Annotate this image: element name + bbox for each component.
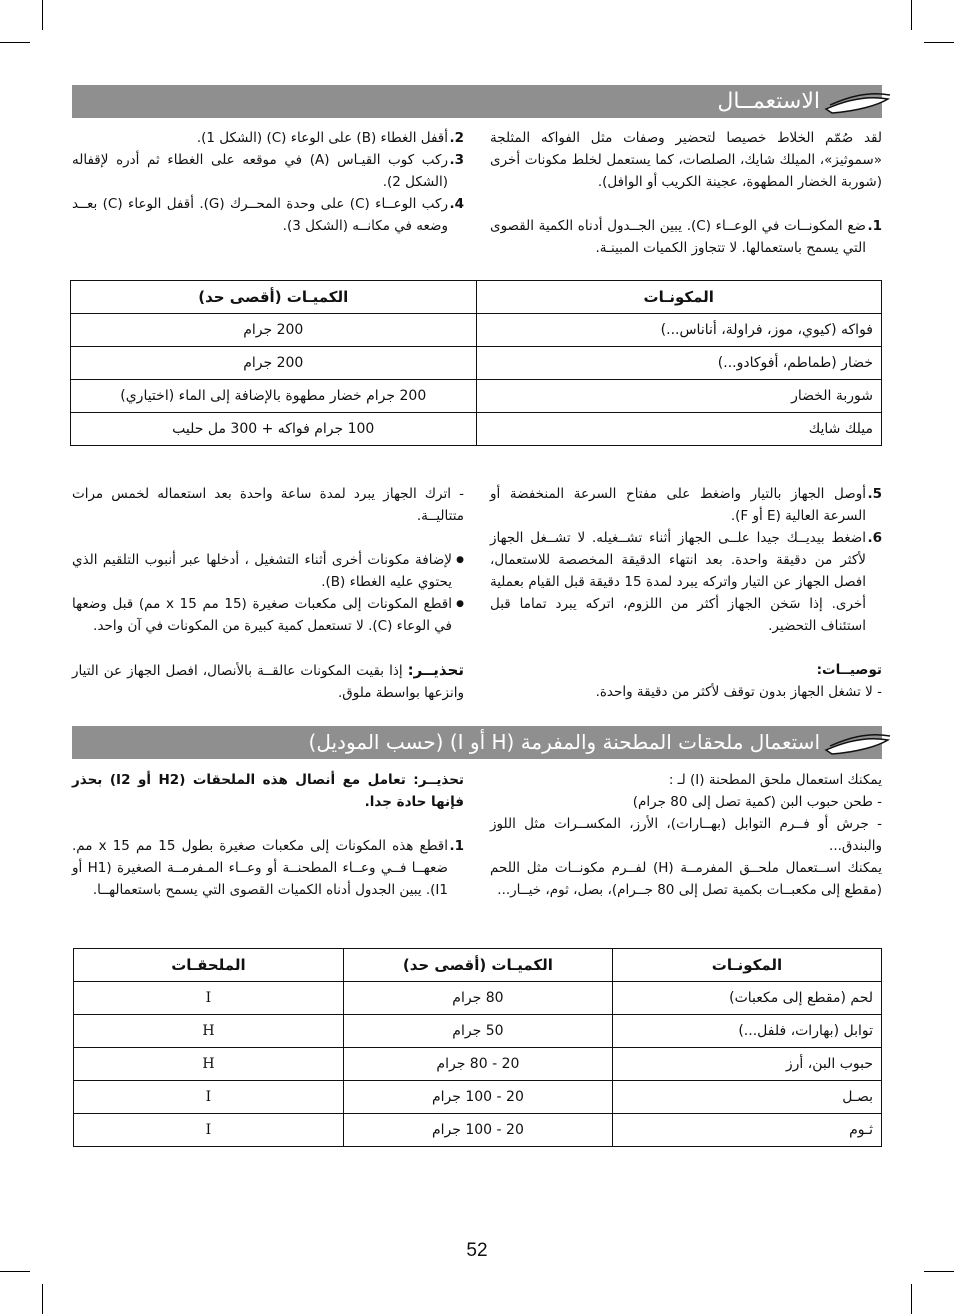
section-header-usage bbox=[72, 85, 882, 118]
step-number: 2. bbox=[449, 130, 464, 146]
table-cell: 20 - 80 جرام bbox=[343, 1048, 612, 1081]
bullet-item: ● لإضافة مكونات أخرى أثناء التشغيل ، أدخلها عبر أنبوب التلقيم الذي يحتوي عليه الغطاء (B). bbox=[72, 549, 464, 593]
table-cell: لحم (مقطع إلى مكعبات) bbox=[612, 982, 881, 1015]
crop-mark bbox=[0, 1271, 30, 1272]
table-cell: توابل (بهارات، فلفل...) bbox=[612, 1015, 881, 1048]
tip-text: - اترك الجهاز يبرد لمدة ساعة واحدة بعد استعماله لخمس مرات متتاليــة. bbox=[72, 486, 464, 524]
usage-right-column bbox=[490, 127, 882, 259]
step-3 bbox=[72, 149, 464, 193]
step-text: اضغط بيديــك جيدا علــى الجهاز أثناء تشــغيله. لا تشــغل الجهاز لأكثر من دقيقة واحدة. بعد انتهاء الدقيقة المخصصة للاستعمال، افصل الجهاز عن التيار واتركه يبرد لمدة 15 دقيقة قبل القيام بعملية أخرى. إذا سَخن الجهاز أكثر من اللزوم، اتركه يبرد تماما قبل استئناف التحضير. bbox=[490, 530, 867, 634]
section-title: الاستعمــال bbox=[717, 89, 820, 114]
warning-text: إذا بقيت المكونات عالقــة بالأنصال، افصل الجهاز عن التيار وانزعها بواسطة ملوق. bbox=[72, 663, 464, 701]
attachments-right-column bbox=[490, 769, 882, 901]
section-title: استعمال ملحقات المطحنة والمفرمة (H أو I) (حسب الموديل) bbox=[308, 730, 820, 754]
table-cell: 200 جرام خضار مطهوة بالإضافة إلى الماء (اختياري) bbox=[71, 380, 477, 413]
step-number: 1. bbox=[867, 218, 882, 234]
paragraph: يمكنك اســتعمال ملحــق المفرمــة (H) لفــرم مكونــات مثل اللحم (مقطع إلى مكعبــات بكمية تصل إلى 80 جــرام)، بصل، ثوم، خيــار... bbox=[490, 860, 882, 898]
table-header-row bbox=[71, 281, 882, 314]
step-text: ركب الوعــاء (C) على وحدة المحــرك (G). أقفل الوعاء (C) بعــد وضعه في مكانــه (الشكل 3). bbox=[72, 196, 448, 234]
crop-mark bbox=[911, 1284, 912, 1314]
table-row bbox=[74, 1081, 882, 1114]
step-6 bbox=[490, 527, 882, 637]
table-cell: حبوب البن، أرز bbox=[612, 1048, 881, 1081]
table-cell: ميلك شايك bbox=[476, 413, 882, 446]
intro-text: لقد صُمّم الخلاط خصيصا لتحضير وصفات مثل الفواكه المثلجة «سموثيز»، الميلك شايك، الصلصات، كما يستعمل لخلط مكونات أخرى (شوربة الخضار المطهوة، عجينة الكريب أو الوافل). bbox=[490, 130, 882, 190]
operation-right-column bbox=[490, 483, 882, 703]
table-cell: H bbox=[74, 1048, 344, 1081]
step-5 bbox=[490, 483, 882, 527]
page-number: 52 bbox=[466, 1240, 488, 1261]
table-cell: 200 جرام bbox=[71, 314, 477, 347]
step-number: 5. bbox=[867, 486, 882, 502]
step-4 bbox=[72, 193, 464, 237]
dash-item: - جرش أو فــرم التوابل (بهــارات)، الأرز، المكســرات مثل اللوز والبندق... bbox=[490, 816, 882, 854]
step-text: أقفل الغطاء (B) على الوعاء (C) (الشكل 1). bbox=[196, 130, 448, 146]
warning-text: تحذيــر: تعامل مع أنصال هذه الملحقات (H2 أو I2) بحذر فإنها حادة جدا. bbox=[72, 772, 465, 810]
table-row bbox=[74, 1114, 882, 1147]
table-row bbox=[74, 1015, 882, 1048]
header-attachments: الملحقـات bbox=[74, 949, 344, 982]
table-cell: فواكه (كيوي، موز، فراولة، أناناس...) bbox=[476, 314, 882, 347]
swoosh-icon bbox=[822, 83, 894, 123]
table-cell: 100 جرام فواكه + 300 مل حليب bbox=[71, 413, 477, 446]
table-cell: 200 جرام bbox=[71, 347, 477, 380]
table-row bbox=[71, 380, 882, 413]
table-header-row bbox=[74, 949, 882, 982]
step-text: ركب كوب القيـاس (A) في موقعه على الغطاء ثم أدره لإقفاله (الشكل 2). bbox=[72, 152, 448, 190]
step-text: اقطع هذه المكونات إلى مكعبات صغيرة بطول 15 مم x 15 مم. ضعهــا فــي وعــاء المطحنــة أو وعــاء المـفرمــة الصغيرة (H1 أو I1). يبين الجدول أدناه الكميات القصوى التي يسمح باستعمالهــا. bbox=[72, 838, 448, 898]
table-cell: 20 - 100 جرام bbox=[343, 1081, 612, 1114]
table-row bbox=[71, 314, 882, 347]
dash-item: - طحن حبوب البن (كمية تصل إلى 80 جرام) bbox=[632, 794, 882, 810]
table-cell: I bbox=[74, 982, 344, 1015]
bullet-item: ● اقطع المكونات إلى مكعبات صغيرة (15 مم x 15 مم) قبل وضعها في الوعاء (C). لا تستعمل كمية كبيرة من المكونات في آن واحد. bbox=[72, 593, 464, 637]
crop-mark bbox=[42, 0, 43, 30]
tip-text: - لا تشغل الجهاز بدون توقف لأكثر من دقيقة واحدة. bbox=[595, 684, 882, 700]
header-quantities: الكميـات (أقصى حد) bbox=[343, 949, 612, 982]
step-text: ضع المكونــات في الوعــاء (C). يبين الجــدول أدناه الكمية القصوى التي يسمح باستعمالها. لا تتجاوز الكميات المبينـة. bbox=[490, 218, 867, 256]
table-row bbox=[71, 347, 882, 380]
attachments-quantities-table bbox=[73, 948, 882, 1147]
table-cell: ثـوم bbox=[612, 1114, 881, 1147]
header-ingredients: المكونـات bbox=[476, 281, 882, 314]
table-cell: 50 جرام bbox=[343, 1015, 612, 1048]
step-text: أوصل الجهاز بالتيار واضغط على مفتاح السرعة المنخفضة أو السرعة العالية (E أو F). bbox=[490, 486, 866, 524]
step-1 bbox=[490, 215, 882, 259]
step-2 bbox=[72, 127, 464, 149]
table-cell: I bbox=[74, 1114, 344, 1147]
blender-quantities-table bbox=[70, 280, 882, 446]
crop-mark bbox=[42, 1284, 43, 1314]
table-cell: خضار (طماطم، أفوكادو...) bbox=[476, 347, 882, 380]
crop-mark bbox=[911, 0, 912, 30]
table-cell: 20 - 100 جرام bbox=[343, 1114, 612, 1147]
warning-paragraph bbox=[72, 659, 464, 704]
step-number: 1. bbox=[449, 838, 464, 854]
crop-mark bbox=[0, 42, 30, 43]
header-ingredients: المكونـات bbox=[612, 949, 881, 982]
step-number: 4. bbox=[449, 196, 464, 212]
usage-left-column bbox=[72, 127, 464, 237]
step-number: 3. bbox=[449, 152, 464, 168]
step-1 bbox=[72, 835, 464, 901]
tips-label: توصيــات: bbox=[816, 662, 882, 678]
step-number: 6. bbox=[867, 530, 882, 546]
header-quantities: الكميـات (أقصى حد) bbox=[71, 281, 477, 314]
table-cell: 80 جرام bbox=[343, 982, 612, 1015]
table-cell: H bbox=[74, 1015, 344, 1048]
warning-label: تحذيــر: bbox=[407, 661, 464, 679]
paragraph: يمكنك استعمال ملحق المطحنة (I) لـ : bbox=[668, 772, 882, 788]
table-cell: I bbox=[74, 1081, 344, 1114]
table-row bbox=[74, 1048, 882, 1081]
attachments-left-column bbox=[72, 769, 464, 901]
operation-left-column bbox=[72, 483, 464, 704]
table-row bbox=[71, 413, 882, 446]
crop-mark bbox=[924, 1271, 954, 1272]
table-cell: شوربة الخضار bbox=[476, 380, 882, 413]
section-header-attachments bbox=[72, 726, 882, 759]
swoosh-icon bbox=[822, 724, 894, 764]
table-row bbox=[74, 982, 882, 1015]
crop-mark bbox=[924, 42, 954, 43]
table-cell: بصـل bbox=[612, 1081, 881, 1114]
